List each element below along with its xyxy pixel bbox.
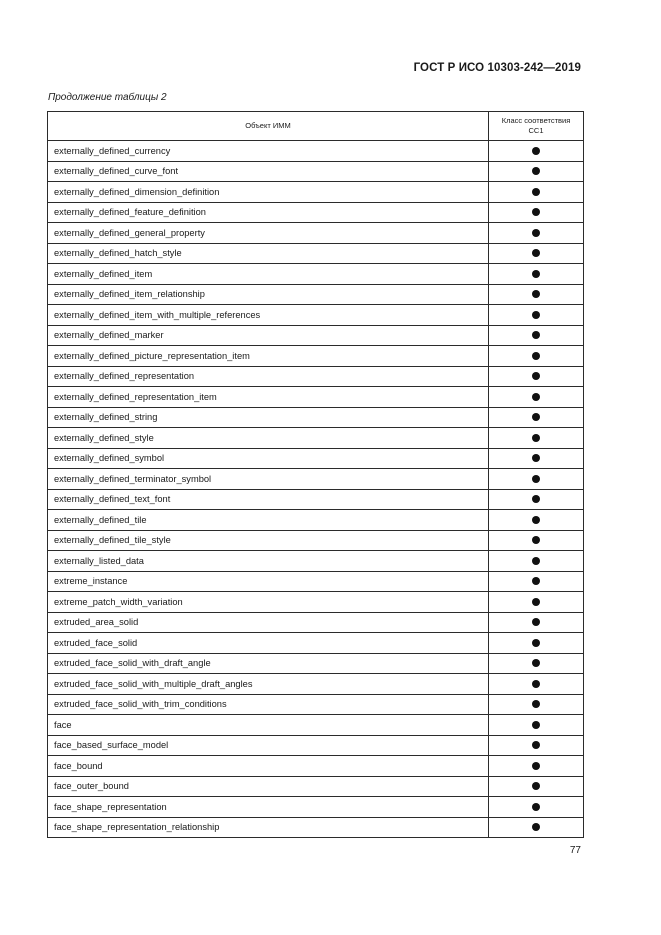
cc1-mark-cell — [489, 366, 584, 387]
table-row — [48, 202, 584, 223]
object-name-cell: extruded_face_solid_with_draft_angle — [48, 653, 489, 674]
filled-circle-icon — [532, 147, 540, 155]
cc1-mark-cell — [489, 469, 584, 490]
table-row — [48, 612, 584, 633]
filled-circle-icon — [532, 475, 540, 483]
filled-circle-icon — [532, 598, 540, 606]
filled-circle-icon — [532, 331, 540, 339]
column-header-object-label: Объект ИММ — [245, 121, 291, 130]
table-row — [48, 735, 584, 756]
column-header-class-code: CC1 — [528, 126, 544, 135]
filled-circle-icon — [532, 188, 540, 196]
cc1-mark-cell — [489, 756, 584, 777]
cc1-mark-cell — [489, 346, 584, 367]
object-name-cell: externally_defined_marker — [48, 325, 489, 346]
object-name-cell: externally_defined_picture_representation_item — [48, 346, 489, 367]
filled-circle-icon — [532, 495, 540, 503]
cc1-mark-cell — [489, 694, 584, 715]
filled-circle-icon — [532, 393, 540, 401]
cc1-mark-cell — [489, 571, 584, 592]
cc1-mark-cell — [489, 387, 584, 408]
cc1-mark-cell — [489, 633, 584, 654]
cc1-mark-cell — [489, 510, 584, 531]
object-name-cell: externally_defined_dimension_definition — [48, 182, 489, 203]
cc1-mark-cell — [489, 141, 584, 162]
cc1-mark-cell — [489, 325, 584, 346]
filled-circle-icon — [532, 659, 540, 667]
table-row — [48, 243, 584, 264]
object-name-cell: face_shape_representation_relationship — [48, 817, 489, 838]
cc1-mark-cell — [489, 592, 584, 613]
object-name-cell: externally_defined_feature_definition — [48, 202, 489, 223]
filled-circle-icon — [532, 413, 540, 421]
filled-circle-icon — [532, 557, 540, 565]
table-row — [48, 284, 584, 305]
filled-circle-icon — [532, 577, 540, 585]
object-name-cell: externally_defined_representation_item — [48, 387, 489, 408]
object-name-cell: externally_listed_data — [48, 551, 489, 572]
cc1-mark-cell — [489, 407, 584, 428]
table-row — [48, 592, 584, 613]
cc1-mark-cell — [489, 428, 584, 449]
table-row — [48, 366, 584, 387]
cc1-mark-cell — [489, 612, 584, 633]
cc1-mark-cell — [489, 448, 584, 469]
table-row — [48, 346, 584, 367]
object-name-cell: extruded_area_solid — [48, 612, 489, 633]
table-body — [48, 141, 584, 838]
object-name-cell: extruded_face_solid_with_multiple_draft_angles — [48, 674, 489, 695]
table-row — [48, 756, 584, 777]
filled-circle-icon — [532, 208, 540, 216]
cc1-mark-cell — [489, 797, 584, 818]
table-row — [48, 530, 584, 551]
filled-circle-icon — [532, 249, 540, 257]
filled-circle-icon — [532, 434, 540, 442]
cc1-mark-cell — [489, 243, 584, 264]
column-header-object — [48, 112, 489, 141]
filled-circle-icon — [532, 741, 540, 749]
object-name-cell: externally_defined_item_relationship — [48, 284, 489, 305]
object-name-cell: externally_defined_representation — [48, 366, 489, 387]
object-name-cell: externally_defined_text_font — [48, 489, 489, 510]
table-row — [48, 776, 584, 797]
filled-circle-icon — [532, 721, 540, 729]
table-row — [48, 510, 584, 531]
cc1-mark-cell — [489, 817, 584, 838]
filled-circle-icon — [532, 823, 540, 831]
table-row — [48, 797, 584, 818]
filled-circle-icon — [532, 167, 540, 175]
object-name-cell: face_bound — [48, 756, 489, 777]
object-name-cell: extreme_patch_width_variation — [48, 592, 489, 613]
table-row — [48, 817, 584, 838]
column-header-conformance-class — [489, 112, 584, 141]
page-number: 77 — [569, 845, 581, 856]
filled-circle-icon — [532, 290, 540, 298]
object-name-cell: externally_defined_general_property — [48, 223, 489, 244]
table-row — [48, 161, 584, 182]
filled-circle-icon — [532, 516, 540, 524]
object-name-cell: externally_defined_tile_style — [48, 530, 489, 551]
object-name-cell: face_outer_bound — [48, 776, 489, 797]
filled-circle-icon — [532, 536, 540, 544]
table-header-row — [48, 112, 584, 141]
filled-circle-icon — [532, 680, 540, 688]
table-row — [48, 674, 584, 695]
filled-circle-icon — [532, 454, 540, 462]
object-name-cell: externally_defined_item_with_multiple_references — [48, 305, 489, 326]
cc1-mark-cell — [489, 305, 584, 326]
document-standard-id: ГОСТ Р ИСО 10303-242—2019 — [413, 62, 581, 74]
object-name-cell: face_shape_representation — [48, 797, 489, 818]
table-row — [48, 182, 584, 203]
table-row — [48, 264, 584, 285]
filled-circle-icon — [532, 803, 540, 811]
cc1-mark-cell — [489, 202, 584, 223]
table-row — [48, 141, 584, 162]
filled-circle-icon — [532, 762, 540, 770]
object-name-cell: face — [48, 715, 489, 736]
table-row — [48, 325, 584, 346]
filled-circle-icon — [532, 372, 540, 380]
object-name-cell: externally_defined_string — [48, 407, 489, 428]
object-name-cell: externally_defined_tile — [48, 510, 489, 531]
table-continuation-caption: Продолжение таблицы 2 — [48, 92, 167, 103]
cc1-mark-cell — [489, 715, 584, 736]
filled-circle-icon — [532, 639, 540, 647]
column-header-class-label: Класс соответствия — [501, 116, 571, 125]
object-name-cell: externally_defined_style — [48, 428, 489, 449]
cc1-mark-cell — [489, 674, 584, 695]
object-name-cell: externally_defined_item — [48, 264, 489, 285]
table-row — [48, 305, 584, 326]
filled-circle-icon — [532, 782, 540, 790]
table-row — [48, 469, 584, 490]
cc1-mark-cell — [489, 161, 584, 182]
object-name-cell: externally_defined_hatch_style — [48, 243, 489, 264]
cc1-mark-cell — [489, 264, 584, 285]
cc1-mark-cell — [489, 284, 584, 305]
object-name-cell: externally_defined_curve_font — [48, 161, 489, 182]
table-row — [48, 694, 584, 715]
filled-circle-icon — [532, 229, 540, 237]
filled-circle-icon — [532, 270, 540, 278]
cc1-mark-cell — [489, 489, 584, 510]
object-name-cell: externally_defined_symbol — [48, 448, 489, 469]
table-row — [48, 653, 584, 674]
table-row — [48, 715, 584, 736]
cc1-mark-cell — [489, 735, 584, 756]
conformance-table — [47, 111, 584, 838]
cc1-mark-cell — [489, 551, 584, 572]
object-name-cell: face_based_surface_model — [48, 735, 489, 756]
object-name-cell: externally_defined_terminator_symbol — [48, 469, 489, 490]
filled-circle-icon — [532, 352, 540, 360]
object-name-cell: extruded_face_solid — [48, 633, 489, 654]
table-row — [48, 448, 584, 469]
object-name-cell: extruded_face_solid_with_trim_conditions — [48, 694, 489, 715]
table-row — [48, 551, 584, 572]
table-row — [48, 633, 584, 654]
filled-circle-icon — [532, 311, 540, 319]
cc1-mark-cell — [489, 653, 584, 674]
table-row — [48, 428, 584, 449]
object-name-cell: externally_defined_currency — [48, 141, 489, 162]
cc1-mark-cell — [489, 776, 584, 797]
table-row — [48, 571, 584, 592]
filled-circle-icon — [532, 618, 540, 626]
table-row — [48, 407, 584, 428]
object-name-cell: extreme_instance — [48, 571, 489, 592]
table-row — [48, 489, 584, 510]
cc1-mark-cell — [489, 530, 584, 551]
cc1-mark-cell — [489, 182, 584, 203]
filled-circle-icon — [532, 700, 540, 708]
table-row — [48, 387, 584, 408]
cc1-mark-cell — [489, 223, 584, 244]
table-row — [48, 223, 584, 244]
